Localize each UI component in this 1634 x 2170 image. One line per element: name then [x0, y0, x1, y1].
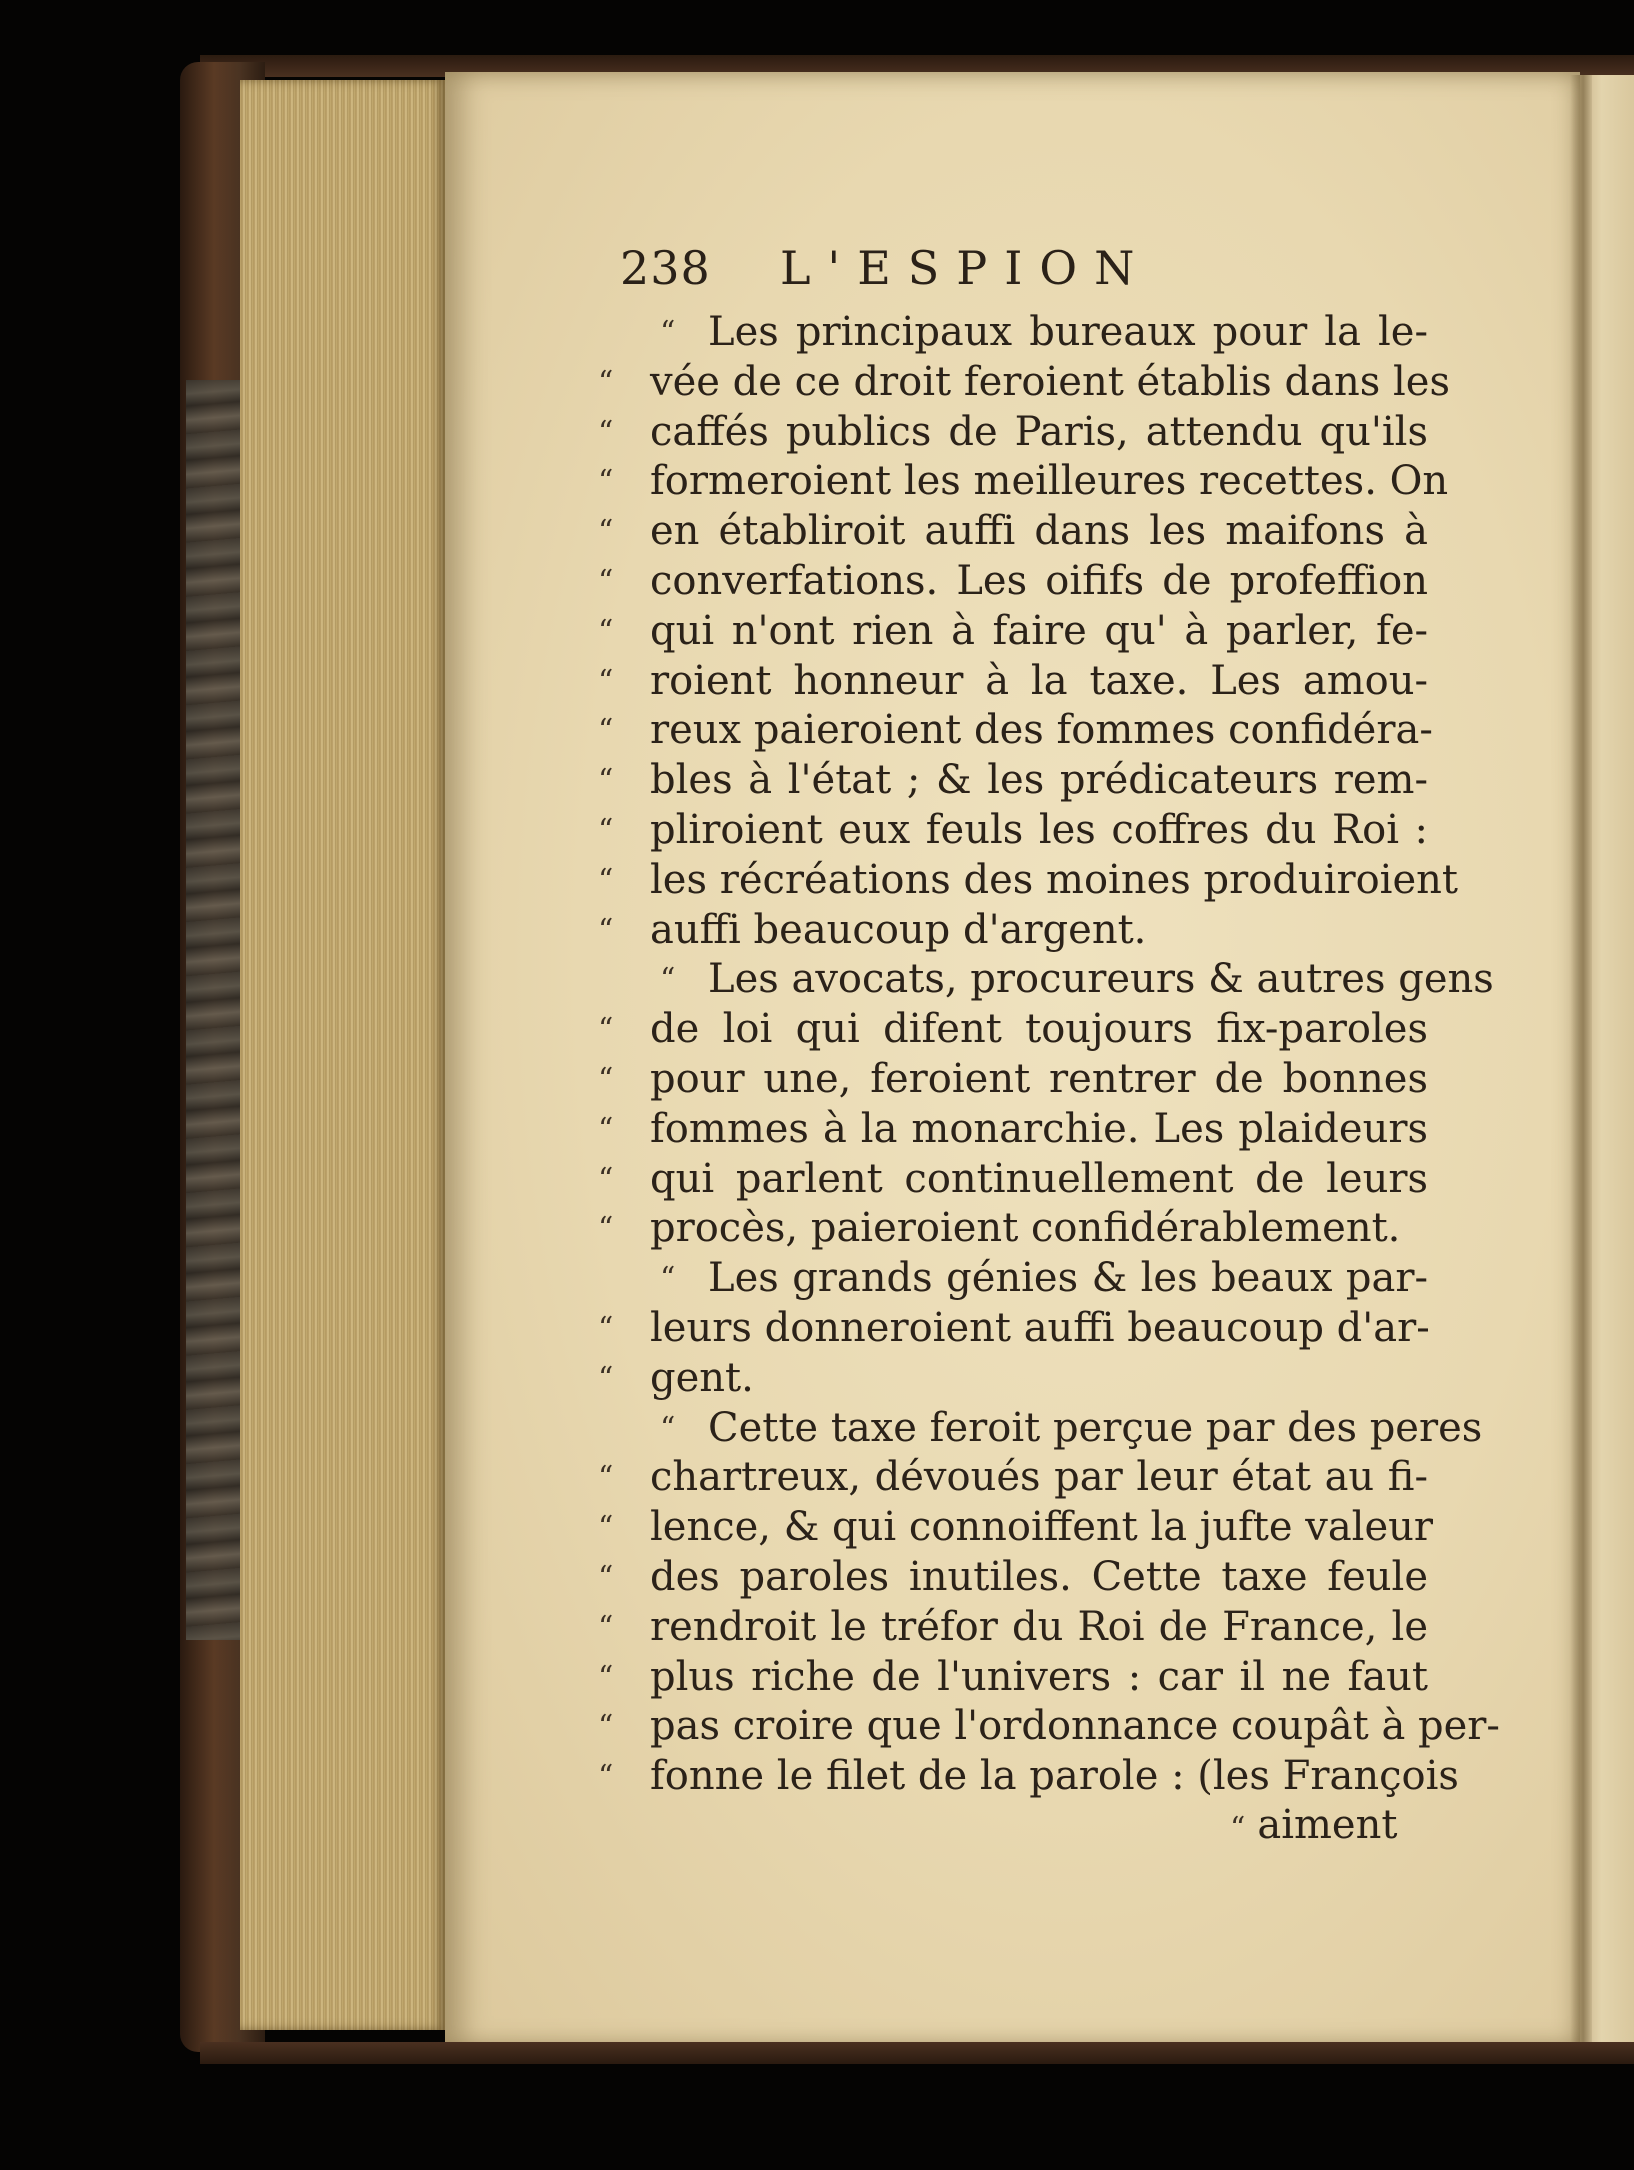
line-text: fonne le filet de la parole : (les François [650, 1753, 1459, 1800]
text-line [598, 1503, 1434, 1553]
quote-mark: “ [598, 414, 614, 450]
text-line [598, 358, 1450, 408]
text-line [598, 1653, 1428, 1703]
quote-mark: “ [598, 1609, 614, 1645]
line-text: gent. [650, 1354, 754, 1401]
line-text: rendroit le tréfor du Roi de France, le [650, 1603, 1428, 1650]
text-line [598, 1603, 1428, 1653]
line-text: converfations. Les oififs de profeffion [650, 557, 1428, 604]
line-text: reux paieroient des fommes confidéra- [650, 707, 1433, 754]
text-line [598, 557, 1428, 607]
line-text: caffés publics de Paris, attendu qu'ils [650, 408, 1428, 455]
line-text: fommes à la monarchie. Les plaideurs [650, 1105, 1428, 1152]
line-text: de loi qui difent toujours fix-paroles [650, 1006, 1428, 1053]
quote-mark: “ [598, 464, 614, 500]
quote-mark: “ [598, 1659, 614, 1695]
page-header [620, 238, 1420, 298]
quote-mark: “ [1230, 1811, 1246, 1846]
page-number: 238 [620, 241, 711, 295]
text-line [598, 408, 1428, 458]
binding-bottom [200, 2042, 1634, 2064]
text-line [598, 507, 1428, 557]
line-text: auffi beaucoup d'argent. [650, 906, 1147, 953]
text-line [598, 308, 1428, 358]
line-text: qui n'ont rien à faire qu' à parler, fe- [650, 607, 1428, 654]
line-text: vée de ce droit feroient établis dans les [650, 358, 1450, 405]
line-text: pliroient eux feuls les coffres du Roi : [650, 806, 1428, 853]
quote-mark: “ [598, 713, 614, 749]
quote-mark: “ [598, 1161, 614, 1197]
quote-mark: “ [660, 1261, 676, 1297]
text-line [598, 906, 1428, 956]
quote-mark: “ [598, 663, 614, 699]
line-text: des paroles inutiles. Cette taxe feule [650, 1553, 1428, 1600]
quote-mark: “ [598, 912, 614, 948]
line-text: pour une, feroient rentrer de bonnes [650, 1055, 1428, 1102]
quote-mark: “ [598, 1510, 614, 1546]
quote-mark: “ [598, 364, 614, 400]
line-text: chartreux, dévoués par leur état au fi- [650, 1454, 1428, 1501]
line-text: les récréations des moines produiroient [650, 856, 1458, 903]
quote-mark: “ [598, 1559, 614, 1595]
quote-mark: “ [598, 763, 614, 799]
text-line [598, 1702, 1500, 1752]
quote-mark: “ [598, 563, 614, 599]
line-text: en établiroit auffi dans les maifons à [650, 508, 1428, 555]
text-line [598, 1055, 1428, 1105]
quote-mark: “ [598, 1211, 614, 1247]
text-line [598, 706, 1433, 756]
text-line [598, 1354, 1428, 1404]
line-text: bles à l'état ; & les prédicateurs rem- [650, 757, 1428, 804]
quote-mark: “ [598, 1061, 614, 1097]
line-text: lence, & qui connoiffent la jufte valeur [650, 1504, 1434, 1551]
line-text: roient honneur à la taxe. Les amou- [650, 657, 1428, 704]
line-text: plus riche de l'univers : car il ne faut [650, 1653, 1428, 1700]
text-line [598, 1453, 1428, 1503]
quote-mark: “ [660, 1410, 676, 1446]
line-text: Les grands génies & les beaux par- [708, 1255, 1428, 1302]
text-line [598, 457, 1449, 507]
line-text: Les principaux bureaux pour la le- [708, 309, 1428, 355]
text-line [598, 1304, 1428, 1354]
catchword-text: aiment [1257, 1802, 1398, 1848]
text-line [598, 756, 1428, 806]
quote-mark: “ [660, 962, 676, 998]
quote-mark: “ [598, 1759, 614, 1795]
text-line [598, 1005, 1428, 1055]
line-text: qui parlent continuellement de leurs [650, 1155, 1428, 1202]
text-line [598, 1204, 1428, 1254]
text-line [598, 607, 1428, 657]
quote-mark: “ [598, 1111, 614, 1147]
text-line [598, 856, 1458, 906]
text-line [598, 955, 1494, 1005]
body-text [598, 308, 1500, 1802]
text-line [598, 657, 1428, 707]
text-line [598, 1752, 1459, 1802]
line-text: leurs donneroient auffi beaucoup d'ar- [650, 1304, 1430, 1351]
text-line [598, 1404, 1483, 1454]
text-line [598, 806, 1428, 856]
line-text: Les avocats, procureurs & autres gens [708, 956, 1494, 1003]
quote-mark: “ [598, 613, 614, 649]
text-line [598, 1553, 1428, 1603]
quote-mark: “ [598, 1360, 614, 1396]
text-line [598, 1155, 1428, 1205]
page-edges [240, 80, 445, 2030]
quote-mark: “ [598, 1709, 614, 1745]
catchword [1230, 1800, 1397, 1854]
quote-mark: “ [598, 812, 614, 848]
quote-mark: “ [660, 315, 676, 350]
gutter-shadow [1570, 75, 1592, 2045]
text-line [598, 1254, 1428, 1304]
quote-mark: “ [598, 514, 614, 550]
line-text: formeroient les meilleures recettes. On [650, 458, 1449, 505]
quote-mark: “ [598, 1460, 614, 1496]
quote-mark: “ [598, 1310, 614, 1346]
quote-mark: “ [598, 862, 614, 898]
line-text: Cette taxe feroit perçue par des peres [708, 1404, 1483, 1451]
text-line [598, 1105, 1428, 1155]
quote-mark: “ [598, 1012, 614, 1048]
line-text: procès, paieroient confidérablement. [650, 1205, 1401, 1252]
line-text: pas croire que l'ordonnance coupât à per- [650, 1703, 1500, 1750]
running-head: L'ESPION [780, 241, 1152, 295]
